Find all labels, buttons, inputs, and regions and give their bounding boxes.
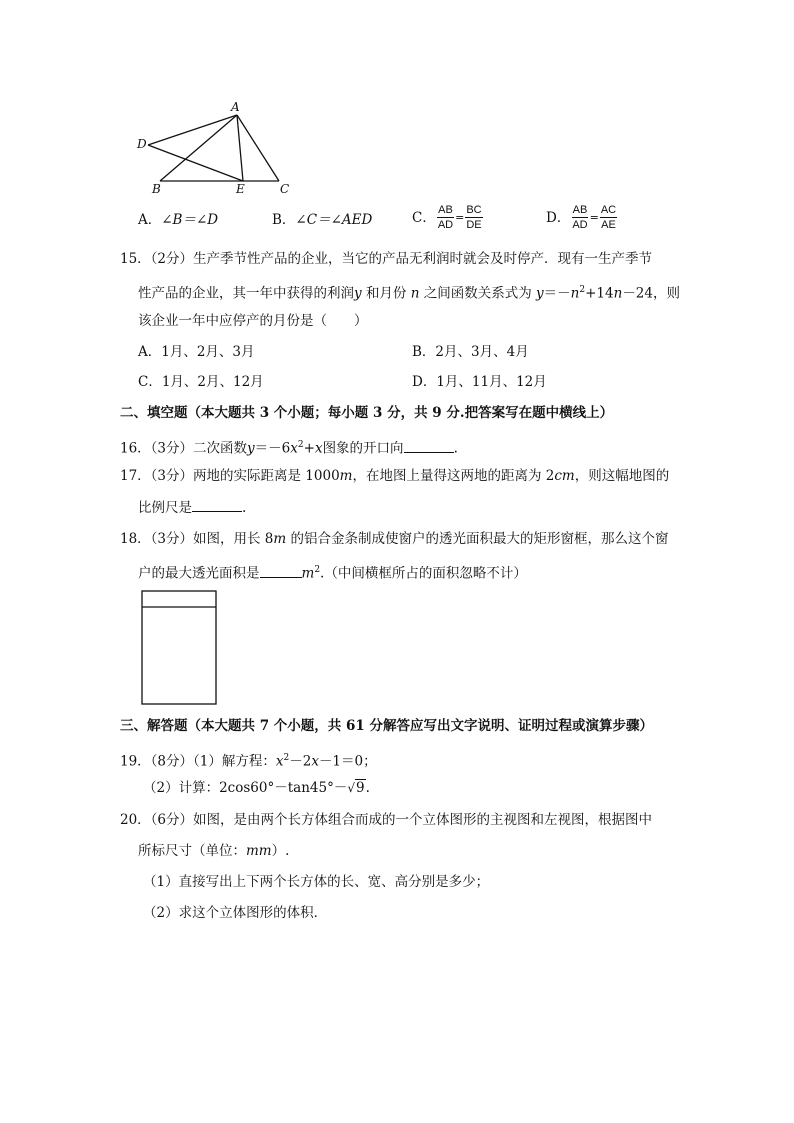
q14-option-d[interactable]: D． $\frac{AB}{AD}$ = $\frac{AC}{AE}$ [546,204,617,231]
label-a: A [231,100,240,114]
label-d: D [137,137,147,151]
answer-blank[interactable] [192,497,242,512]
answer-blank[interactable] [260,563,302,578]
window-frame-figure [141,590,219,707]
fraction-ab-ad: $\frac{AB}{AD}$ [572,204,588,231]
label-b: B [152,182,161,196]
q15-option-b[interactable]: B．2月、3月、4月 [412,344,529,360]
q17-line2: 比例尺是 . [138,497,246,518]
q18-line1: 18．（3分）如图，用长 8m 的铝合金条制成使窗户的透光面积最大的矩形窗框，那么这个窗 [120,531,669,547]
q14-option-b[interactable]: B． ∠C＝∠AED [272,212,373,228]
q16-line: 16．（3分）二次函数$y=-6x^2+x$图象的开口向 . [120,435,458,459]
answer-blank[interactable] [404,438,454,453]
fraction-ab-ad: $\frac{AB}{AD}$ [437,204,454,231]
q19-line1: 19．（8分）（1）解方程：$x^2-2x-1=0$； [120,753,377,770]
segment-ac [237,115,279,181]
q18-line2: 户的最大透光面积是 $m^2$.（中间横框所占的面积忽略不计） [138,560,527,584]
q19-line2: （2）计算：2cos60°－tan45°－√9. [143,780,370,796]
fraction-ac-ae: $\frac{AC}{AE}$ [600,204,617,231]
q15-line2: 性产品的企业，其一年中获得的利润y 和月份 n 之间函数关系式为 $y=-n^2+14n-24$，则 [138,285,680,302]
q15-option-d[interactable]: D．1月、11月、12月 [412,374,547,390]
q14-option-a[interactable]: A． ∠B＝∠D [138,212,219,228]
q15-line3: 该企业一年中应停产的月份是（ ） [138,313,368,329]
q20-line3: （1）直接写出上下两个长方体的长、宽、高分别是多少； [143,874,490,890]
label-e: E [236,182,245,196]
q20-line4: （2）求这个立体图形的体积． [143,905,328,921]
q15-option-a[interactable]: A．1月、2月、3月 [138,344,255,360]
q20-line2: 所标尺寸（单位：mm）. [138,843,290,859]
window-outer-frame [142,591,216,704]
q20-line1: 20．（6分）如图，是由两个长方体组合而成的一个立体图形的主视图和左视图，根据图中 [120,812,653,828]
segment-ab [160,115,237,181]
label-c: C [280,182,290,196]
q14-option-c[interactable]: C． $\frac{AB}{AD}$ = $\frac{BC}{DE}$ [412,204,482,231]
segment-ad [148,115,237,145]
q15-line1: 15．（2分）生产季节性产品的企业，当它的产品无利润时就会及时停产．现有一生产季节 [120,251,653,267]
segment-ae [237,115,243,181]
section2-heading: 二、填空题（本大题共 3 个小题；每小题 3 分，共 9 分.把答案写在题中横线上） [120,405,614,421]
fraction-bc-de: $\frac{BC}{DE}$ [466,204,482,231]
q17-line1: 17．（3分）两地的实际距离是 1000m，在地图上量得这两地的距离为 2cm，则这幅地图的 [120,468,670,484]
q15-option-c[interactable]: C．1月、2月、12月 [138,374,264,390]
triangle-figure [130,95,300,200]
section3-heading: 三、解答题（本大题共 7 个小题，共 61 分解答应写出文字说明、证明过程或演算步骤） [120,718,653,734]
